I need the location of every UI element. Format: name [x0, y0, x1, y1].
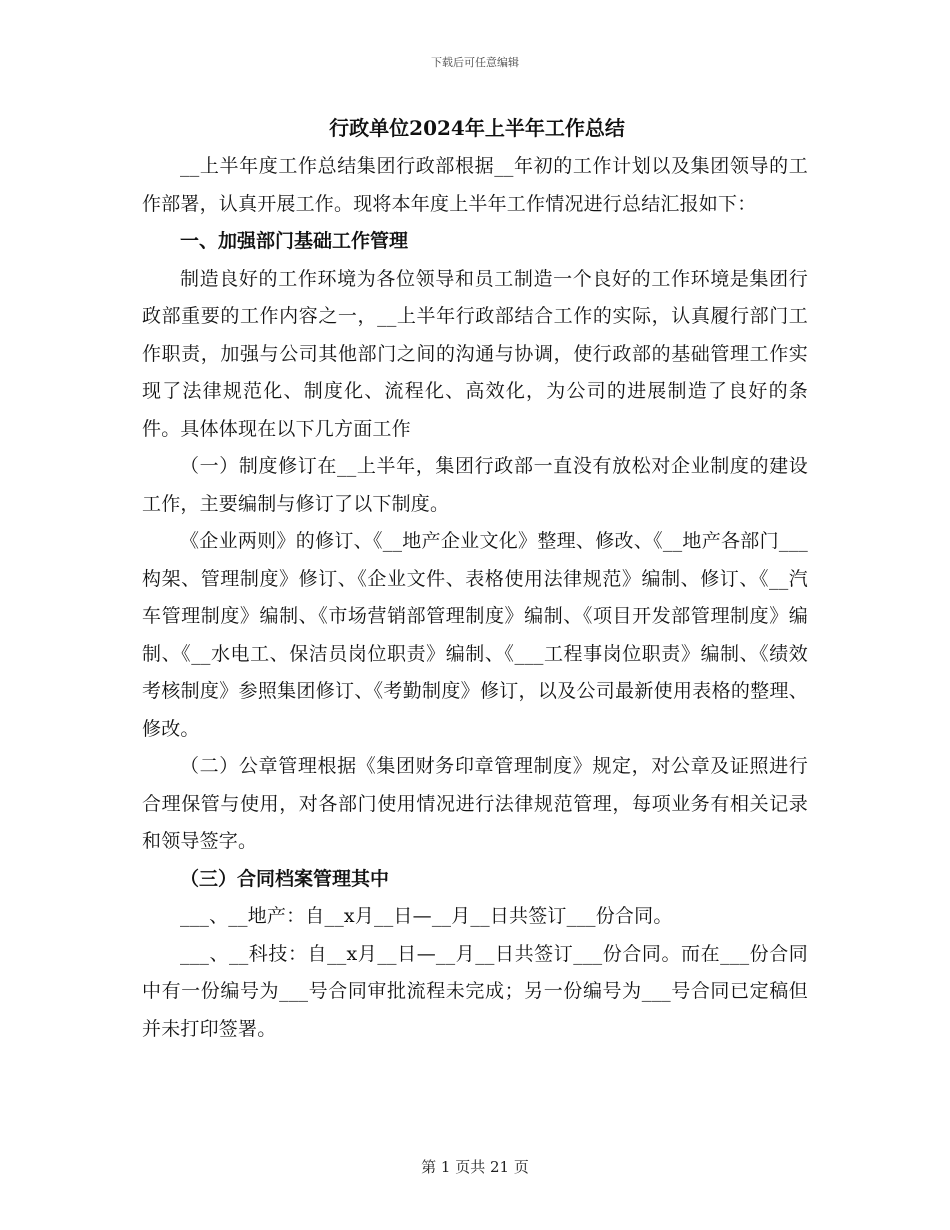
- section-heading-contracts: （三）合同档案管理其中: [180, 867, 390, 890]
- document-title: 行政单位2024年上半年工作总结: [329, 116, 625, 140]
- header-note: 下载后可任意编辑: [431, 56, 519, 69]
- paragraph-contracts-realestate: ___、__地产：自__x月__日—__月__日共签订___份合同。: [180, 905, 673, 927]
- paragraph-seal-management: （二）公章管理根据《集团财务印章管理制度》规定，对公章及证照进行合理保管与使用，对各部门使用情况进行法律规范管理，每项业务有相关记录和领导签字。: [142, 755, 808, 852]
- paragraph-environment: 制造良好的工作环境为各位领导和员工制造一个良好的工作环境是集团行政部重要的工作内容之一，__上半年行政部结合工作的实际，认真履行部门工作职责，加强与公司其他部门之间的沟通与协调，使行政部的基础管理工作实现了法律规范化、制度化、流程化、高效化，为公司的进展制造了良好的条件。具体体现在以下几方面工作: [142, 267, 808, 440]
- paragraph-contracts-tech: ___、__科技：自__x月__日—__月__日共签订___份合同。而在___份合同中有一份编号为___号合同审批流程未完成；另一份编号为___号合同已定稿但并未打印签署。: [142, 942, 808, 1040]
- paragraph-system-list: 《企业两则》的修订、《__地产企业文化》整理、修改、《__地产各部门___构架、管理制度》修订、《企业文件、表格使用法律规范》编制、修订、《__汽车管理制度》编制、《市场营销部管理制度》编制、《项目开发部管理制度》编制、《__水电工、保洁员岗位职责》编制、《___工程事岗位职责》编制、《绩效考核制度》参照集团修订、《考勤制度》修订，以及公司最新使用表格的整理、修改。: [142, 530, 808, 740]
- paragraph-intro: __上半年度工作总结集团行政部根据__年初的工作计划以及集团领导的工作部署，认真开展工作。现将本年度上半年工作情况进行总结汇报如下：: [142, 155, 808, 215]
- document-body: [142, 108, 808, 1048]
- paragraph-system-revision: （一）制度修订在__上半年，集团行政部一直没有放松对企业制度的建设工作，主要编制与修订了以下制度。: [142, 455, 808, 515]
- section-heading-1: 一、加强部门基础工作管理: [180, 230, 409, 252]
- page-number: 第 1 页共 21 页: [421, 1158, 529, 1176]
